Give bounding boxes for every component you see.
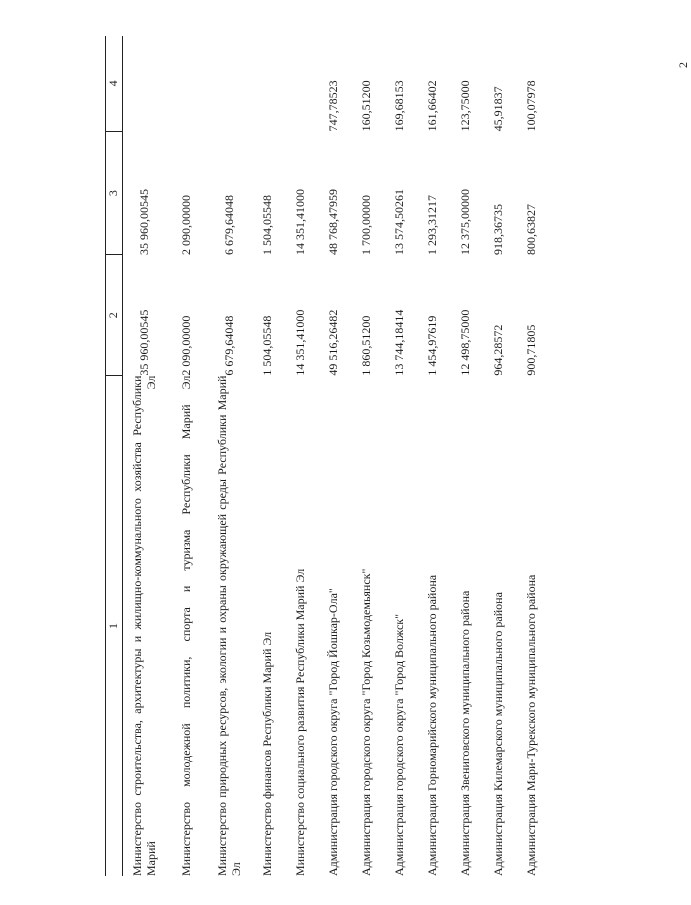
table-row: [482, 36, 515, 876]
value-col-4-cell: 123,75000: [457, 80, 472, 132]
value-col-3-cell: 1 504,05548: [259, 194, 274, 255]
table-row: [317, 36, 350, 876]
table-row: [123, 36, 167, 876]
value-col-2-cell: 1 860,51200: [358, 315, 373, 376]
row-name-cell: Министерство природных ресурсов, экологии и охраны окружающей среды Республики Марий Эл: [214, 375, 243, 876]
value-col-2-cell: 1 504,05548: [259, 315, 274, 376]
value-col-2-cell: 6 679,64048: [221, 315, 236, 376]
row-name-cell: Администрация городского округа "Город Волжск": [391, 613, 406, 876]
header-col-2: 2: [106, 255, 123, 376]
row-name-cell: Администрация городского округа "Город Козьмодемьянск": [358, 568, 373, 876]
table-row: [449, 36, 482, 876]
value-col-3-cell: 2 090,00000: [179, 194, 194, 255]
row-name-cell: Министерство строительства, архитектуры и жилищно-коммунального хозяйства Республики Марий Эл: [129, 375, 158, 876]
value-col-3-cell: 13 574,50261: [391, 188, 406, 255]
table-row: [251, 36, 284, 876]
value-col-2-cell: 13 744,18414: [391, 309, 406, 376]
value-col-4-cell: [123, 36, 167, 131]
value-col-2-cell: 2 090,00000: [179, 315, 194, 376]
table-row: [208, 36, 251, 876]
value-col-2-cell: 35 960,00545: [136, 309, 151, 376]
value-col-4-cell: [166, 36, 208, 131]
table-row: [416, 36, 449, 876]
page-number: 2: [676, 62, 690, 68]
value-col-3-cell: 14 351,41000: [292, 188, 307, 255]
value-col-4-cell: 45,91837: [490, 86, 505, 132]
row-name-cell: Администрация Звениговского муниципального района: [457, 590, 472, 876]
table-row: [515, 36, 548, 876]
header-col-4: 4: [106, 36, 123, 131]
header-col-3: 3: [106, 131, 123, 255]
value-col-4-cell: [284, 36, 317, 131]
value-col-3-cell: 12 375,00000: [457, 188, 472, 255]
value-col-4-cell: 160,51200: [358, 80, 373, 132]
value-col-3-cell: 800,63827: [523, 203, 538, 255]
table-row: [284, 36, 317, 876]
value-col-2-cell: 49 516,26482: [325, 309, 340, 376]
value-col-3-cell: 48 768,47959: [325, 188, 340, 255]
value-col-2-cell: 964,28572: [490, 324, 505, 376]
row-name-cell: Администрация Килемарского муниципального района: [490, 592, 505, 876]
value-col-3-cell: 918,36735: [490, 203, 505, 255]
row-name-cell: Министерство финансов Республики Марий Эл: [259, 631, 274, 876]
row-name-cell: Министерство социального развития Республики Марий Эл: [292, 568, 307, 876]
value-col-2-cell: 1 454,97619: [424, 315, 439, 376]
row-name-cell: Администрация Горномарийского муниципального района: [424, 574, 439, 876]
row-name-cell: Министерство молодежной политики, спорта и туризма Республики Марий Эл: [179, 375, 194, 876]
header-col-1: 1: [106, 376, 123, 876]
value-col-4-cell: 169,68153: [391, 80, 406, 132]
table-row: [383, 36, 416, 876]
value-col-2-cell: 900,71805: [523, 324, 538, 376]
row-name-cell: Администрация городского округа "Город Йошкар-Ола": [325, 588, 340, 876]
value-col-4-cell: 100,07978: [523, 80, 538, 132]
value-col-4-cell: [251, 36, 284, 131]
value-col-4-cell: 747,78523: [325, 80, 340, 132]
value-col-3-cell: 6 679,64048: [221, 194, 236, 255]
table-body: [123, 36, 549, 876]
value-col-3-cell: 1 700,00000: [358, 194, 373, 255]
budget-table: [105, 36, 548, 876]
value-col-4-cell: [208, 36, 251, 131]
value-col-3-cell: 1 293,31217: [424, 194, 439, 255]
table-row: [350, 36, 383, 876]
value-col-2-cell: 12 498,75000: [457, 309, 472, 376]
value-col-2-cell: 14 351,41000: [292, 309, 307, 376]
table-header-row: [106, 36, 123, 876]
value-col-4-cell: 161,66402: [424, 80, 439, 132]
table-row: [166, 36, 208, 876]
value-col-3-cell: 35 960,00545: [136, 188, 151, 255]
rotated-table-container: [105, 36, 620, 876]
row-name-cell: Администрация Мари-Турекского муниципального района: [523, 574, 538, 876]
